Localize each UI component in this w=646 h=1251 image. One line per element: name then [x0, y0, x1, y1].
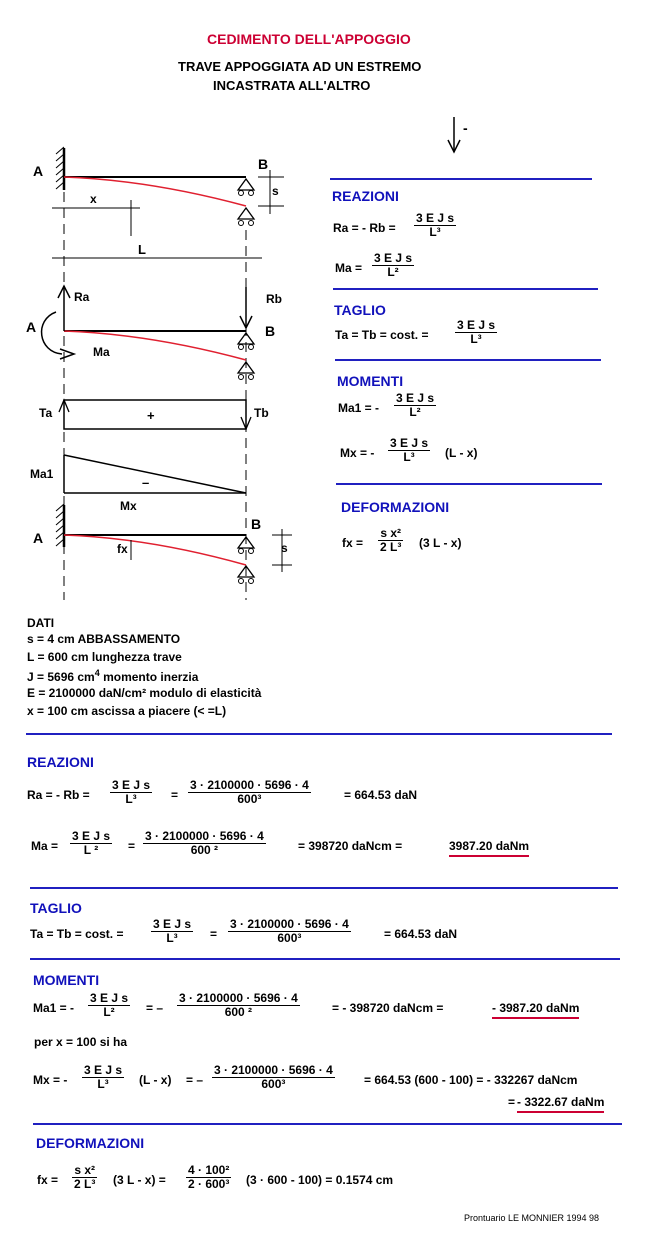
- mx-formula-lhs: Mx = -: [340, 446, 375, 460]
- calc-ta-fraction-values: $\frac{3 \cdot 2100000 \cdot 5696 \cdot 4}{\text{600³}}$: [230, 917, 349, 945]
- ma-formula-lhs: Ma =: [335, 261, 363, 275]
- ta-formula-fraction: $\frac{\text{3 E J s}}{\text{L³}}$: [457, 318, 496, 346]
- calc-ta-eq: =: [210, 927, 218, 941]
- rule: [335, 359, 601, 361]
- calc-fx-result: (3 · 600 - 100) = 0.1574 cm: [246, 1173, 394, 1187]
- ra-formula-lhs: Ra = - Rb =: [333, 221, 396, 235]
- fx-formula-fraction: $\frac{\text{s x²}}{\text{2 L³}}$: [380, 526, 402, 554]
- fx-formula-lhs: fx =: [342, 536, 364, 550]
- settlement-sign: -: [463, 120, 468, 136]
- calc-ra-lhs: Ra = - Rb =: [27, 788, 90, 802]
- support-original: [238, 179, 254, 196]
- calc-ta-lhs: Ta = Tb = cost. =: [30, 927, 124, 941]
- fx-formula-tail: (3 L - x): [419, 536, 462, 550]
- calc-ma1-lhs: Ma1 = -: [33, 1001, 75, 1015]
- calc-fx-fraction-values: $\frac{\text{4 · 100²}}{\text{2 · 600³}}$: [188, 1163, 230, 1191]
- calc-ma-result-daNm: 3987.20 daNm: [449, 840, 529, 852]
- label-s-1: s: [272, 184, 279, 198]
- calc-mx-mid: (L - x): [139, 1073, 172, 1087]
- rule: [330, 178, 592, 180]
- calc-ra-fraction-values: $\frac{3 \cdot 2100000 \cdot 5696 \cdot 4}{\text{600³}}$: [190, 778, 309, 806]
- calc-ma-result: = 398720 daNcm =: [298, 839, 403, 853]
- calc-fx-lhs: fx =: [37, 1173, 59, 1187]
- label-b-1: B: [258, 156, 269, 172]
- page-title: CEDIMENTO DELL'APPOGGIO: [207, 31, 411, 47]
- page-subtitle-line1: TRAVE APPOGGIATA AD UN ESTREMO: [178, 59, 422, 74]
- calc-mx-fraction: $\frac{\text{3 E J s}}{\text{L³}}$: [84, 1063, 123, 1091]
- dati-line: E = 2100000 daN/cm² modulo di elasticità: [27, 686, 262, 700]
- rule: [26, 733, 612, 735]
- ma1-formula-fraction: $\frac{\text{3 E J s}}{\text{L²}}$: [396, 391, 435, 419]
- calc-ma1-fraction-values: $\frac{3 \cdot 2100000 \cdot 5696 \cdot 4}{\text{600 ²}}$: [179, 991, 298, 1019]
- section-momenti: MOMENTI: [337, 373, 404, 389]
- label-ma: Ma: [93, 345, 110, 359]
- section-taglio: TAGLIO: [334, 302, 386, 318]
- ra-formula-fraction: $\frac{\text{3 E J s}}{\text{L³}}$: [416, 211, 455, 239]
- dati-line: s = 4 cm ABBASSAMENTO: [27, 632, 181, 646]
- calc-taglio-title: TAGLIO: [30, 900, 82, 916]
- label-tb: Tb: [254, 406, 269, 420]
- dati-title: DATI: [27, 616, 55, 630]
- calc-ma-fraction-values: $\frac{3 \cdot 2100000 \cdot 5696 \cdot 4}{\text{600 ²}}$: [145, 829, 264, 857]
- rule: [333, 288, 598, 290]
- calc-fx-mid: (3 L - x) =: [113, 1173, 166, 1187]
- calc-ma-lhs: Ma =: [31, 839, 59, 853]
- ma-formula-fraction: $\frac{\text{3 E J s}}{\text{L²}}$: [374, 251, 413, 279]
- support-settled: [238, 208, 254, 226]
- diagram-shear: [59, 400, 251, 429]
- dati-line: L = 600 cm lunghezza trave: [27, 650, 182, 664]
- label-s-2: s: [281, 541, 288, 555]
- calc-ta-fraction: $\frac{\text{3 E J s}}{\text{L³}}$: [153, 917, 192, 945]
- dati-line: x = 100 cm ascissa a piacere (< =L): [27, 704, 227, 718]
- ta-formula-lhs: Ta = Tb = cost. =: [335, 328, 429, 342]
- section-deformazioni: DEFORMAZIONI: [341, 499, 450, 515]
- calc-momenti-title: MOMENTI: [33, 972, 100, 988]
- calc-ta-result: = 664.53 daN: [384, 927, 458, 941]
- calc-ra-result: = 664.53 daN: [344, 788, 418, 802]
- guide-lines: [64, 192, 246, 600]
- calc-ra-fraction: $\frac{\text{3 E J s}}{\text{L³}}$: [112, 778, 151, 806]
- mx-formula-tail: (L - x): [445, 446, 478, 460]
- calc-ma1-result: = - 398720 daNcm =: [332, 1001, 444, 1015]
- label-rb: Rb: [266, 292, 282, 306]
- label-x: x: [90, 192, 97, 206]
- footer-credit: Prontuario LE MONNIER 1994 98: [464, 1213, 600, 1223]
- label-ra: Ra: [74, 290, 90, 304]
- calc-ma1-result-daNm: - 3987.20 daNm: [492, 1002, 579, 1014]
- beam-diagrams: [0, 0, 646, 600]
- label-l: L: [138, 242, 146, 257]
- diagram-deflected-beam: [52, 147, 284, 258]
- ma1-formula-lhs: Ma1 = -: [338, 401, 380, 415]
- settlement-arrow: [448, 117, 460, 152]
- calc-reazioni-title: REAZIONI: [27, 754, 94, 770]
- page-subtitle-line2: INCASTRATA ALL'ALTRO: [213, 78, 371, 93]
- rule: [33, 1123, 622, 1125]
- label-fx: fx: [117, 542, 128, 556]
- moment-sign: –: [142, 475, 150, 490]
- calc-ra-eq: =: [171, 788, 179, 802]
- dati-line: J = 5696 $cm^4$ momento inerzia: [27, 668, 199, 684]
- label-a-2: A: [26, 319, 37, 335]
- calc-mx-result-daNm: - 3322.67 daNm: [517, 1096, 604, 1108]
- label-mx: Mx: [120, 499, 137, 513]
- calc-mx-result2-eq: =: [508, 1095, 516, 1109]
- calc-fx-fraction: $\frac{\text{s x²}}{\text{2 L³}}$: [74, 1163, 96, 1191]
- label-ta: Ta: [39, 406, 53, 420]
- calc-mx-lhs: Mx = -: [33, 1073, 68, 1087]
- rule: [336, 483, 602, 485]
- shear-sign: +: [147, 408, 155, 423]
- mx-formula-fraction: $\frac{\text{3 E J s}}{\text{L³}}$: [390, 436, 429, 464]
- calc-ma1-fraction: $\frac{\text{3 E J s}}{\text{L²}}$: [90, 991, 129, 1019]
- section-reazioni: REAZIONI: [332, 188, 399, 204]
- calc-mx-result: = 664.53 (600 - 100) = - 332267 daNcm: [364, 1073, 578, 1087]
- calc-mx-eq: = –: [186, 1073, 204, 1087]
- calc-mx-fraction-values: $\frac{3 \cdot 2100000 \cdot 5696 \cdot 4}{\text{600³}}$: [214, 1063, 333, 1091]
- calc-ma-eq: =: [128, 839, 136, 853]
- label-b-3: B: [251, 516, 262, 532]
- calc-deformazioni-title: DEFORMAZIONI: [36, 1135, 145, 1151]
- label-ma1: Ma1: [30, 467, 54, 481]
- diagram-moment: [64, 455, 246, 493]
- rule: [30, 887, 618, 889]
- label-a-3: A: [33, 530, 44, 546]
- calc-per-x: per x = 100 si ha: [34, 1035, 128, 1049]
- label-b-2: B: [265, 323, 276, 339]
- calc-ma-fraction: $\frac{\text{3 E J s}}{\text{L ²}}$: [72, 829, 111, 857]
- rule: [30, 958, 620, 960]
- label-a-1: A: [33, 163, 44, 179]
- calc-ma1-eq: = –: [146, 1001, 164, 1015]
